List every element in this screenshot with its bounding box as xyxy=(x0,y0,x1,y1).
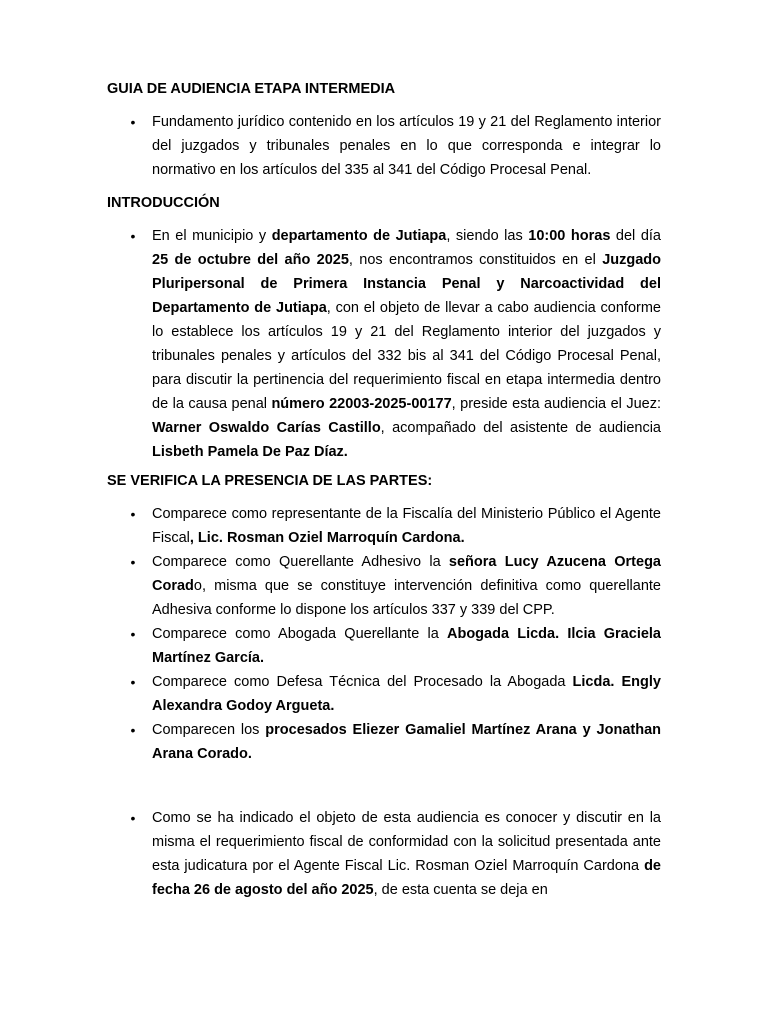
bold-text-run: señora Lucy Azucena Ortega Corad xyxy=(152,554,661,594)
text-run: , con el objeto de llevar a cabo audiencia conforme lo establece los artículos 19 y 21 del Reglamento interior del juzgados y tribunales penales y artículos del 332 bis al 341 del Código Procesal Penal, para discutir la pertinencia del requerimiento fiscal en etapa intermedia dentro de la causa penal xyxy=(152,300,661,412)
list-item xyxy=(107,622,661,670)
bullet-icon: • xyxy=(130,626,136,642)
bold-text-run: de fecha 26 de agosto del año 2025 xyxy=(152,858,661,898)
bullet-icon: • xyxy=(130,554,136,570)
list-item xyxy=(107,806,661,902)
text-run: del día xyxy=(610,228,661,244)
party-fiscal-text xyxy=(152,506,661,546)
text-run: , preside esta audiencia el Juez: xyxy=(451,396,661,412)
bullet-icon: • xyxy=(130,506,136,522)
party-procesados-text xyxy=(152,722,661,762)
text-run: Como se ha indicado el objeto de esta audiencia es conocer y discutir en la misma el requerimiento fiscal de conformidad con la solicitud presentada ante esta judicatura por el Agente Fiscal Lic. Rosman Oziel Marroquín Cardona xyxy=(152,810,661,874)
party-querellante-text xyxy=(152,554,661,618)
closing-text xyxy=(152,810,661,898)
bold-text-run: Lisbeth Pamela De Paz Díaz. xyxy=(152,444,348,460)
bold-text-run: Warner Oswaldo Carías Castillo xyxy=(152,420,381,436)
bold-text-run: Licda. Engly Alexandra Godoy Argueta. xyxy=(152,674,661,714)
text-run: o, misma que se constituye intervención definitiva como querellante Adhesiva conforme lo dispone los artículos 337 y 339 del CPP. xyxy=(152,578,661,618)
intro-heading: INTRODUCCIÓN xyxy=(107,195,220,211)
text-run: En el municipio y xyxy=(152,228,272,244)
fundamento-list xyxy=(107,110,661,182)
list-item xyxy=(107,502,661,550)
parties-list xyxy=(107,502,661,766)
bullet-icon: • xyxy=(130,810,136,826)
party-abogada-querellante-text xyxy=(152,626,661,666)
text-run: Comparecen los xyxy=(152,722,266,738)
bold-text-run: 10:00 horas xyxy=(528,228,611,244)
text-run: Fundamento jurídico contenido en los artículos 19 y 21 del Reglamento interior del juzgados y tribunales penales en lo que corresponda e integrar lo normativo en los artículos del 335 al 341 del Código Procesal Penal. xyxy=(152,114,661,178)
list-item xyxy=(107,670,661,718)
fundamento-text xyxy=(152,114,661,178)
list-item xyxy=(107,718,661,766)
bold-text-run: Abogada Licda. Ilcia Graciela Martínez García. xyxy=(152,626,661,666)
bold-text-run: procesados Eliezer Gamaliel Martínez Arana y Jonathan Arana Corado. xyxy=(152,722,662,762)
bold-text-run: departamento de Jutiapa xyxy=(271,228,447,244)
bold-text-run: Juzgado Pluripersonal de Primera Instancia Penal y Narcoactividad del Departamento de Jutiapa xyxy=(152,252,661,316)
bullet-icon: • xyxy=(130,674,136,690)
bold-text-run: número 22003-2025-00177 xyxy=(271,396,452,412)
party-defensa-text xyxy=(152,674,661,714)
text-run: Comparece como Abogada Querellante la xyxy=(152,626,447,642)
bold-text-run: 25 de octubre del año 2025 xyxy=(152,252,349,268)
text-run: Comparece como Defesa Técnica del Procesado la Abogada xyxy=(152,674,573,690)
parties-heading: SE VERIFICA LA PRESENCIA DE LAS PARTES: xyxy=(107,473,433,489)
text-run: , siendo las xyxy=(446,228,529,244)
text-run: Comparece como Querellante Adhesivo la xyxy=(152,554,449,570)
intro-list xyxy=(107,224,661,464)
bullet-icon: • xyxy=(130,228,136,244)
text-run: , de esta cuenta se deja en xyxy=(373,882,548,898)
bold-text-run: , Lic. Rosman Oziel Marroquín Cardona. xyxy=(189,530,465,546)
text-run: , acompañado del asistente de audiencia xyxy=(380,420,661,436)
list-item xyxy=(107,550,661,622)
text-run: , nos encontramos constituidos en el xyxy=(348,252,603,268)
intro-text xyxy=(152,228,661,460)
closing-list xyxy=(107,806,661,902)
text-run: Comparece como representante de la Fiscalía del Ministerio Público el Agente Fiscal xyxy=(152,506,661,546)
bullet-icon: • xyxy=(130,722,136,738)
bullet-icon: • xyxy=(130,114,136,130)
list-item xyxy=(107,224,661,464)
document-title: GUIA DE AUDIENCIA ETAPA INTERMEDIA xyxy=(107,81,396,97)
list-item xyxy=(107,110,661,182)
